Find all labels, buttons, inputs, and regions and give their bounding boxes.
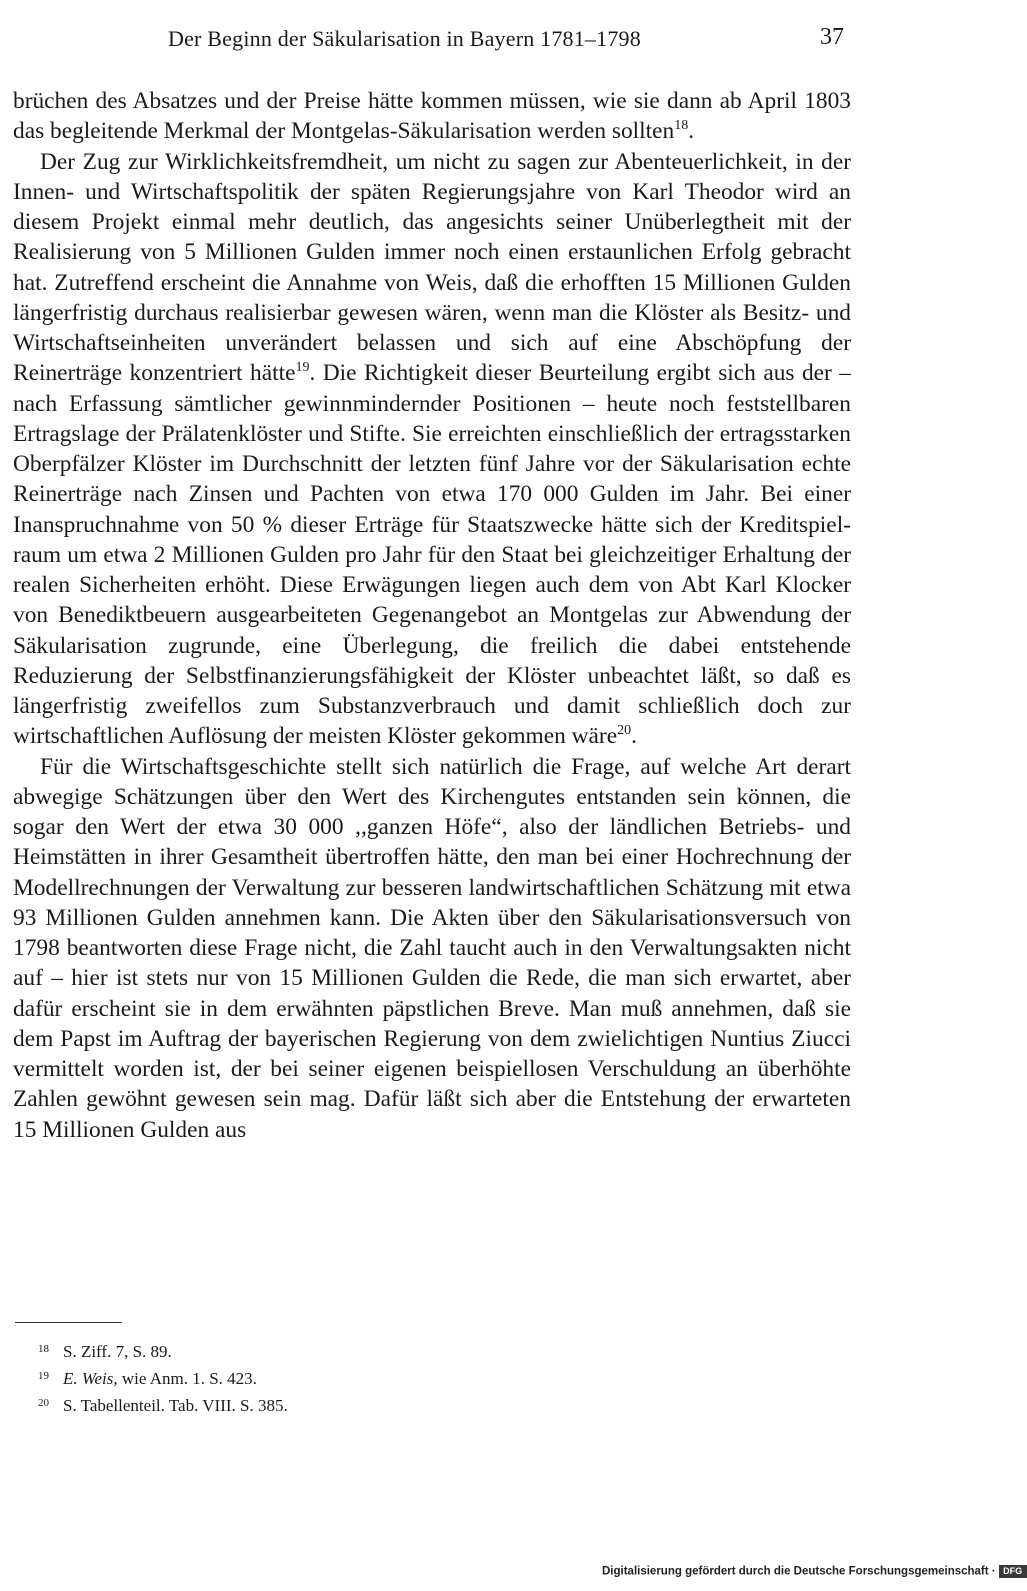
footnote-18 xyxy=(38,1337,638,1364)
footnote-number: 19 xyxy=(38,1370,49,1382)
footnote-text: S. Ziff. 7, S. 89. xyxy=(63,1342,172,1361)
footnote-number: 18 xyxy=(38,1343,49,1355)
paragraph-3-text: Für die Wirtschaftsgeschichte stellt sich natürlich die Frage, auf welche Art derart abwegige Schätzungen über den Wert des Kirchengutes entstanden sein können, die sogar den Wert der etwa 30 000 ,,ganzen Höfe“, also der ländlichen Betriebs- und Heimstätten in ihrer Gesamtheit übertroffen hätte, den man bei einer Hochrechnung der Modellrechnungen der Verwaltung zur besseren landwirtschaftlichen Schätzung mit etwa 93 Millionen Gulden annehmen kann. Die Akten über den Säkularisationsversuch von 1798 beantworten diese Frage nicht, die Zahl taucht auch in den Verwaltungsakten nicht auf – hier ist stets nur von 15 Millionen Gulden die Rede, die man sich erwartet, aber dafür erscheint sie in dem erwähnten päpstlichen Breve. Man muß annehmen, daß sie dem Papst im Auftrag der bayerischen Regierung von dem zwielichtigen Nuntius Ziucci vermittelt worden ist, der bei seiner eigenen beispiellosen Verschuldung an überhöhte Zahlen gewöhnt gewesen sein mag. Dafür läßt sich aber die Entstehung der erwarteten 15 Millionen Gulden aus xyxy=(13,753,851,1143)
footnote-19 xyxy=(38,1364,638,1391)
footnote-separator xyxy=(15,1322,122,1323)
footnote-ref-19[interactable]: 19 xyxy=(295,360,310,376)
digitization-credit-text: Digitalisierung gefördert durch die Deutsche Forschungsgemeinschaft · xyxy=(602,1565,996,1578)
footnote-number: 20 xyxy=(38,1397,49,1409)
footnote-ref-18[interactable]: 18 xyxy=(674,118,689,134)
footnote-20 xyxy=(38,1391,638,1418)
paragraph-1-text: brüchen des Absatzes und der Preise hätte kommen müssen, wie sie dann ab April 1803 das begleitende Merkmal der Montgelas-Säkularisation werden sollten xyxy=(13,88,851,145)
footnote-text: wie Anm. 1. S. 423. xyxy=(117,1369,257,1388)
footnote-ref-20[interactable]: 20 xyxy=(617,723,632,739)
paragraph-2-end: . xyxy=(631,723,637,750)
footnote-author: E. Weis, xyxy=(63,1369,118,1388)
main-text xyxy=(13,86,851,1145)
paragraph-1-end: . xyxy=(688,118,695,145)
dfg-logo-icon: DFG xyxy=(999,1565,1027,1578)
paragraph-3 xyxy=(13,752,851,1145)
running-head-title: Der Beginn der Säkularisation in Bayern 1781–1798 xyxy=(168,26,641,51)
footnotes xyxy=(38,1337,638,1418)
paragraph-2 xyxy=(13,147,851,752)
page-number: 37 xyxy=(820,24,844,50)
paragraph-2-text-b: . Die Richtigkeit dieser Beurteilung ergibt sich aus der – nach Erfassung sämtlicher gewinnmindernder Positionen – heute noch feststellbaren Ertragslage der Prälatenklöster und Stifte. Sie erreichten einschließlich der ertragsstarken Oberpfälzer Klöster im Durchschnitt der letzten fünf Jahre vor der Säkularisation echte Reinerträge nach Zinsen und Pachten von etwa 170 000 Gulden im Jahr. Bei einer Inanspruchnahme von 50 % dieser Erträge für Staatszwecke hätte sich der Kreditspielraum um etwa 2 Millionen Gulden pro Jahr für den Staat bei gleichzeitiger Erhaltung der realen Sicherheiten erhöht. Diese Erwägungen liegen auch dem von Abt Karl Klocker von Benediktbeuern ausgearbeiteten Gegenangebot an Montgelas zur Abwendung der Säkularisation zugrunde, eine Überlegung, die freilich die dabei entstehende Reduzierung der Selbstfinanzierungsfähigkeit der Klöster unbeachtet läßt, so daß es längerfristig zweifellos zum Substanzverbrauch und damit schließlich doch zur wirtschaftlichen Auflösung der meisten Klöster gekommen wäre xyxy=(13,360,851,750)
paragraph-1 xyxy=(13,86,851,147)
paragraph-2-text-a: Der Zug zur Wirklichkeitsfremdheit, um nicht zu sagen zur Abenteuerlichkeit, in der Innen- und Wirtschaftspolitik der späten Regierungsjahre von Karl Theodor wird an diesem Projekt einmal mehr deutlich, das angesichts seiner Unüberlegtheit mit der Realisierung von 5 Millionen Gulden immer noch einen erstaunlichen Erfolg gebracht hat. Zutreffend erscheint die Annahme von Weis, daß die erhofften 15 Millionen Gulden längerfristig durchaus realisierbar gewesen wären, wenn man die Klöster als Besitz- und Wirtschaftseinheiten unverändert belassen und sich auf eine Abschöpfung der Reinerträge konzentriert hätte xyxy=(13,148,851,387)
footnote-text: S. Tabellenteil. Tab. VIII. S. 385. xyxy=(63,1396,288,1415)
digitization-credit xyxy=(602,1565,1023,1585)
